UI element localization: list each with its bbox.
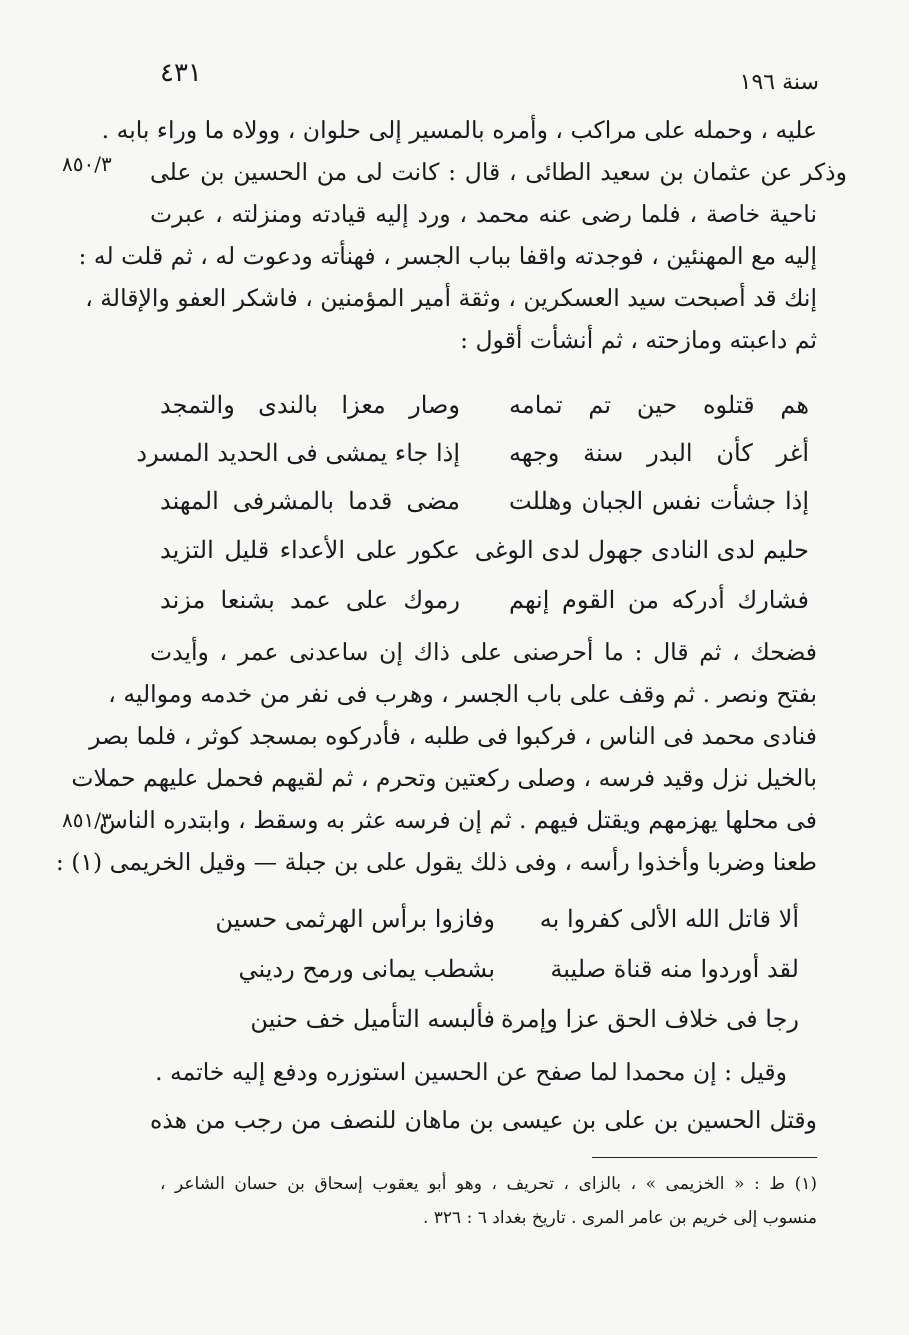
text-line: عليه ، وحمله على مراكب ، وأمره بالمسير إلى حلوان ، وولاه ما وراء بابه . bbox=[101, 116, 817, 144]
footnote-rule bbox=[592, 1157, 817, 1158]
text-line: بالخيل نزل وقيد فرسه ، وصلى ركعتين وتحرم ، ثم لقيهم فحمل عليهم حملات bbox=[71, 764, 817, 792]
verse-first-hemistich: أغر كأن البدر سنة وجهه bbox=[509, 439, 809, 467]
text-line: وقتل الحسين بن على بن عيسى بن ماهان للنصف من رجب من هذه bbox=[150, 1106, 817, 1134]
text-line: إليه مع المهنئين ، فوجدته واقفا بباب الجسر ، فهنأته ودعوت له ، ثم قلت له : bbox=[78, 242, 817, 270]
text-line: ناحية خاصة ، فلما رضى عنه محمد ، ورد إليه قيادته ومنزلته ، عبرت bbox=[150, 200, 817, 228]
text-line: بفتح ونصر . ثم وقف على باب الجسر ، وهرب فى نفر من خدمه ومواليه ، bbox=[108, 680, 817, 708]
text-line: وذكر عن عثمان بن سعيد الطائى ، قال : كانت لى من الحسين بن على bbox=[150, 158, 847, 186]
verse-second-hemistich: مضى قدما بالمشرفى المهند bbox=[160, 487, 460, 515]
footnote: (١) ط : « الخزيمى » ، بالزاى ، تحريف ، وهو أبو يعقوب إسحاق بن حسان الشاعر ، bbox=[160, 1174, 817, 1194]
text-line: طعنا وضربا وأخذوا رأسه ، وفى ذلك يقول على بن جبلة — وقيل الخريمى (١) : bbox=[55, 848, 817, 876]
verse-first-hemistich: لقد أوردوا منه قناة صليبة bbox=[550, 955, 799, 983]
text-line: وقيل : إن محمدا لما صفح عن الحسين استوزره ودفع إليه خاتمه . bbox=[155, 1058, 787, 1086]
page-number: ٤٣١ bbox=[160, 58, 202, 88]
verse-second-hemistich: وصار معزا بالندى والتمجد bbox=[160, 391, 460, 419]
verse-first-hemistich: ألا قاتل الله الألى كفروا به bbox=[539, 905, 799, 933]
verse-first-hemistich: حليم لدى النادى جهول لدى الوغى bbox=[474, 536, 809, 564]
verse-first-hemistich: فشارك أدركه من القوم إنهم bbox=[509, 586, 809, 614]
verse-first-hemistich: رجا فى خلاف الحق عزا وإمرة bbox=[500, 1005, 799, 1033]
text-line: فضحك ، ثم قال : ما أحرصنى على ذاك إن ساعدنى عمر ، وأيدت bbox=[150, 638, 817, 666]
verse-second-hemistich: بشطب يمانى ورمح رديني bbox=[238, 955, 495, 983]
margin-note: ٨٥١/٣ bbox=[62, 808, 112, 832]
paragraph bbox=[150, 1052, 817, 1142]
margin-note: ٨٥٠/٣ bbox=[62, 152, 112, 176]
verse-second-hemistich: رموك على عمد بشنعا مزند bbox=[160, 586, 460, 614]
text-line: فنادى محمد فى الناس ، فركبوا فى طلبه ، فأدركوه بمسجد كوثر ، فلما بصر bbox=[89, 722, 817, 750]
footnote: منسوب إلى خريم بن عامر المرى . تاريخ بغداد ٦ : ٣٢٦ . bbox=[422, 1208, 817, 1228]
verse-second-hemistich: إذا جاء يمشى فى الحديد المسرد bbox=[136, 439, 460, 467]
text-line: ثم داعبته ومازحته ، ثم أنشأت أقول : bbox=[460, 326, 817, 354]
text-line: فى محلها يهزمهم ويقتل فيهم . ثم إن فرسه عثر به وسقط ، وابتدره الناس bbox=[99, 806, 817, 834]
text-line: إنك قد أصبحت سيد العسكرين ، وثقة أمير المؤمنين ، فاشكر العفو والإقالة ، bbox=[85, 284, 817, 312]
verse-first-hemistich: هم قتلوه حين تم تمامه bbox=[509, 391, 809, 419]
verse-first-hemistich: إذا جشأت نفس الجبان وهللت bbox=[509, 487, 809, 515]
running-head: سنة ١٩٦ bbox=[739, 70, 819, 95]
verse-second-hemistich: فألبسه التأميل خف حنين bbox=[250, 1005, 495, 1033]
verse-second-hemistich: وفازوا برأس الهرثمى حسين bbox=[215, 905, 495, 933]
verse-second-hemistich: عكور على الأعداء قليل التزيد bbox=[160, 536, 460, 564]
